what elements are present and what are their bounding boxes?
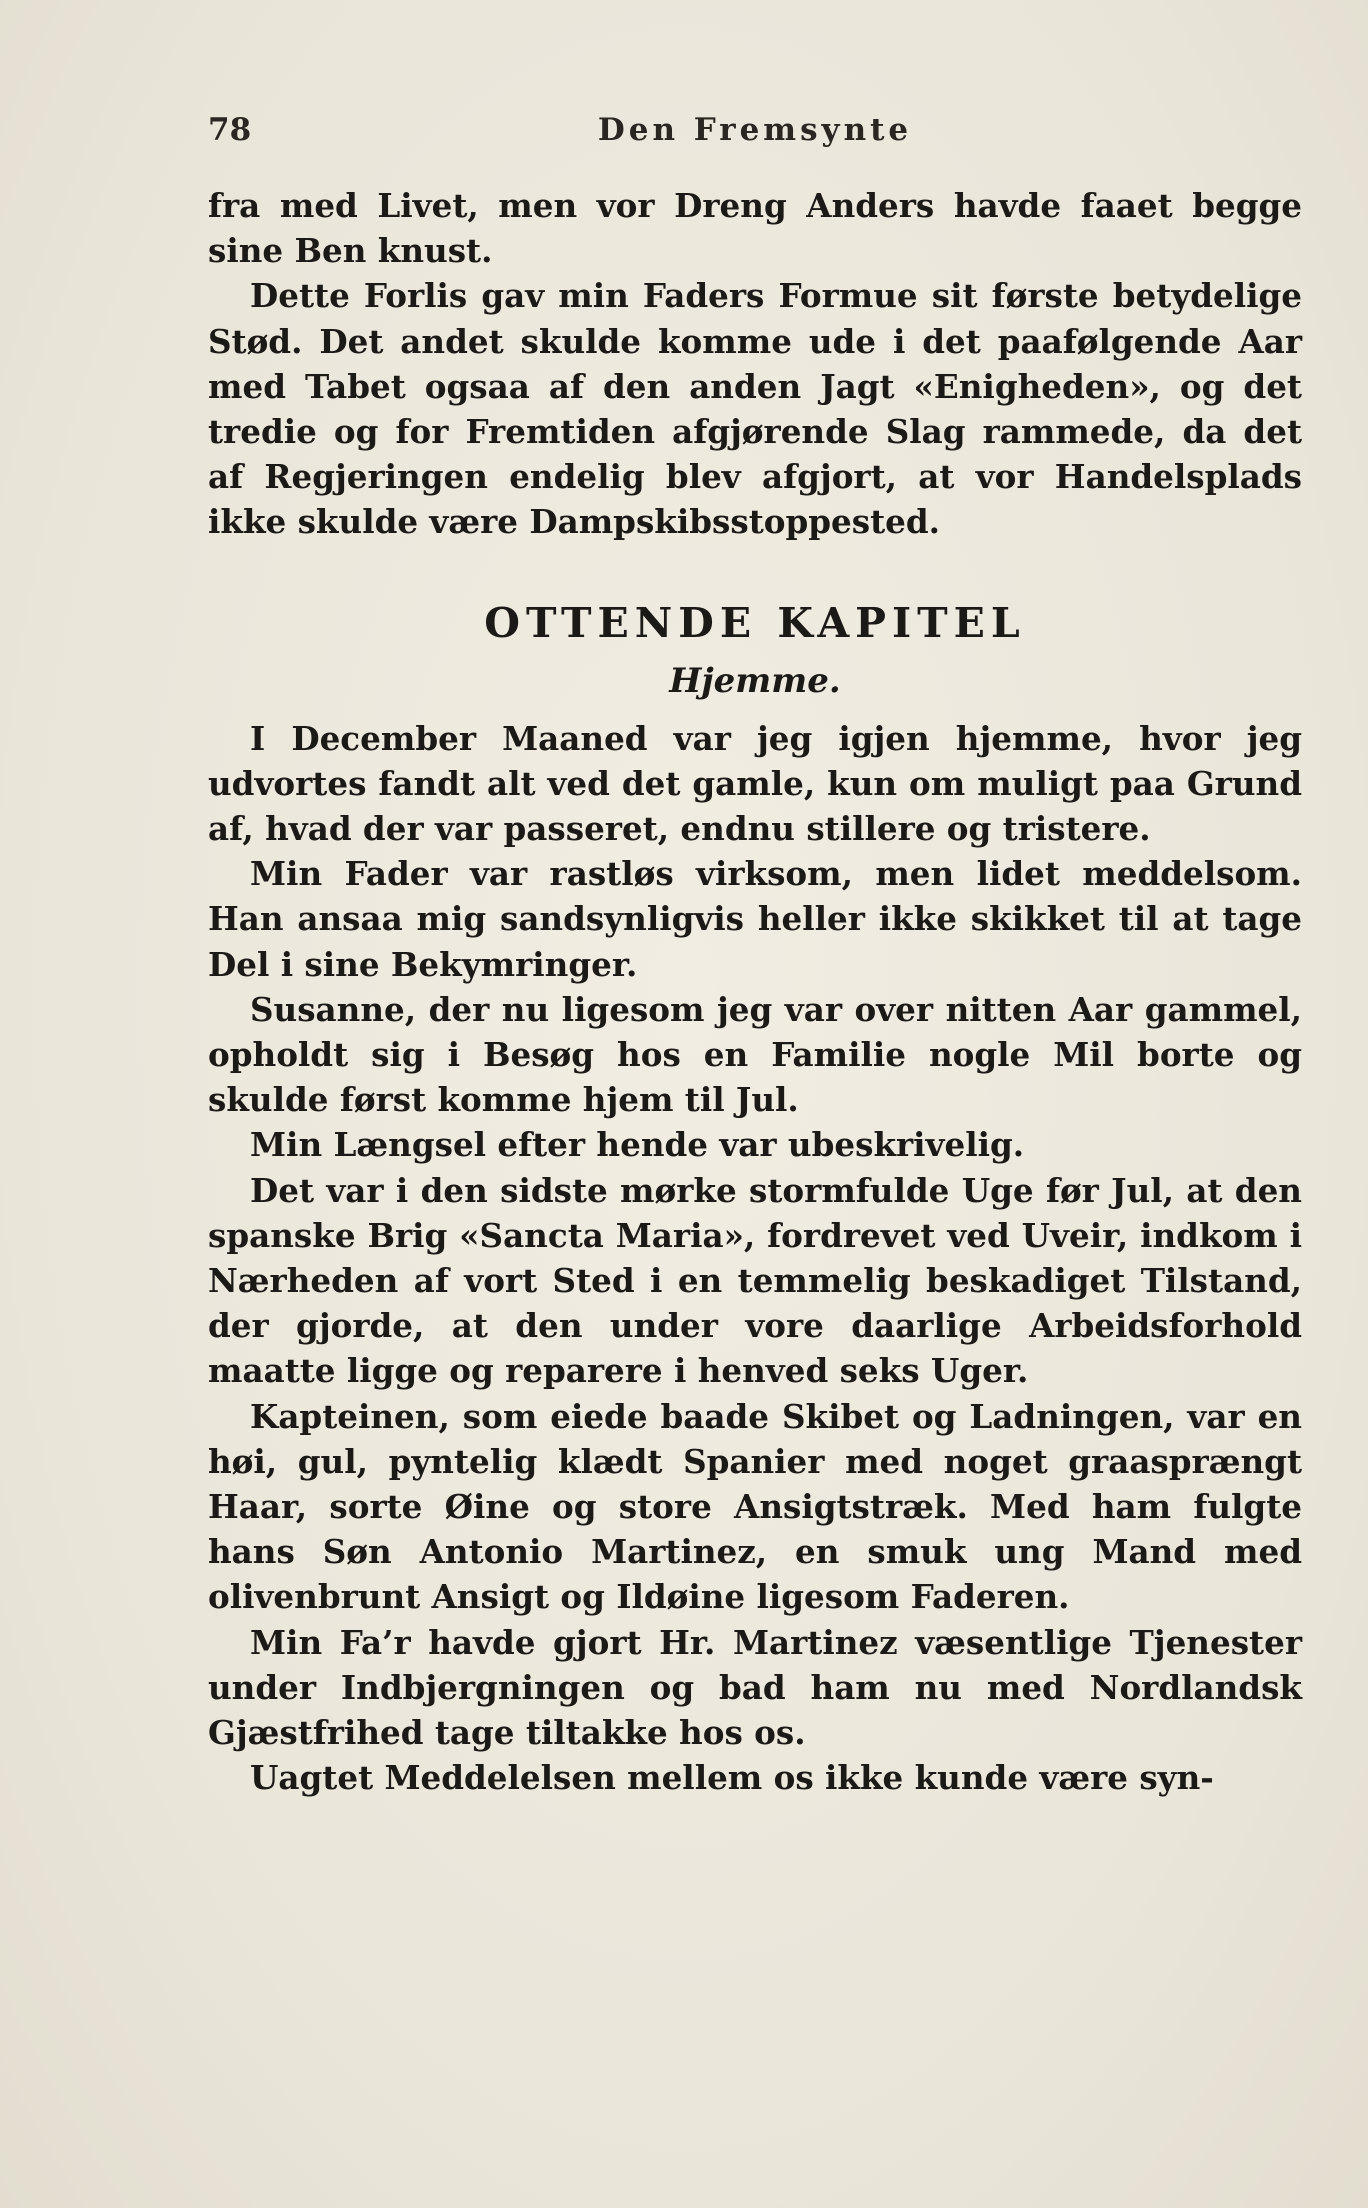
- paragraph: Min Fa’r havde gjort Hr. Martinez væsentlige Tjenester under Indbjergningen og bad ham nu med Nordlandsk Gjæstfrihed tage tiltakke hos os.: [208, 1622, 1302, 1753]
- paragraph: Dette Forlis gav min Faders Formue sit første betydelige Stød. Det andet skulde komme ude i det paafølgende Aar med Tabet ogsaa af den anden Jagt «Enigheden», og det tredie og for Fremtiden afgjørende Slag rammede, da det af Regjeringen endelig blev afgjort, at vor Handelsplads ikke skulde være Dampskibsstoppested.: [208, 276, 1302, 542]
- paragraph: Kapteinen, som eiede baade Skibet og Ladningen, var en høi, gul, pyntelig klædt Spanier med noget graasprængt Haar, sorte Øine og store Ansigtstræk. Med ham fulgte hans Søn Antonio Martinez, en smuk ung Mand med olivenbrunt Ansigt og Ildøine ligesom Faderen.: [208, 1396, 1302, 1617]
- paragraph: I December Maaned var jeg igjen hjemme, hvor jeg udvortes fandt alt ved det gamle, kun om muligt paa Grund af, hvad der var passeret, endnu stillere og tristere.: [208, 718, 1302, 849]
- chapter-title: OTTENDE KAPITEL: [484, 598, 1026, 647]
- paragraph: Min Fader var rastløs virksom, men lidet meddelsom. Han ansaa mig sandsynligvis heller ikke skikket til at tage Del i sine Bekymringer.: [208, 854, 1302, 984]
- paragraph: Det var i den sidste mørke stormfulde Uge før Jul, at den spanske Brig «Sancta Maria», fordrevet ved Uveir, indkom i Nærheden af vort Sted i en temmelig beskadiget Tilstand, der gjorde, at den under vore daarlige Arbeidsforhold maatte ligge og reparere i henved seks Uger.: [208, 1170, 1302, 1391]
- paragraph: Susanne, der nu ligesom jeg var over nitten Aar gammel, opholdt sig i Besøg hos en Familie nogle Mil borte og skulde først komme hjem til Jul.: [208, 989, 1302, 1120]
- running-head: [208, 112, 1302, 160]
- running-title: Den Fremsynte: [597, 112, 913, 148]
- page-number: 78: [208, 112, 252, 148]
- body-text: [208, 183, 1302, 1801]
- chapter-subtitle: Hjemme.: [669, 660, 841, 701]
- paragraph: fra med Livet, men vor Dreng Anders havde faaet begge sine Ben knust.: [208, 186, 1302, 271]
- paragraph: Min Længsel efter hende var ubeskrivelig.: [250, 1125, 1025, 1165]
- paragraph: Uagtet Meddelelsen mellem os ikke kunde være syn-: [250, 1758, 1214, 1798]
